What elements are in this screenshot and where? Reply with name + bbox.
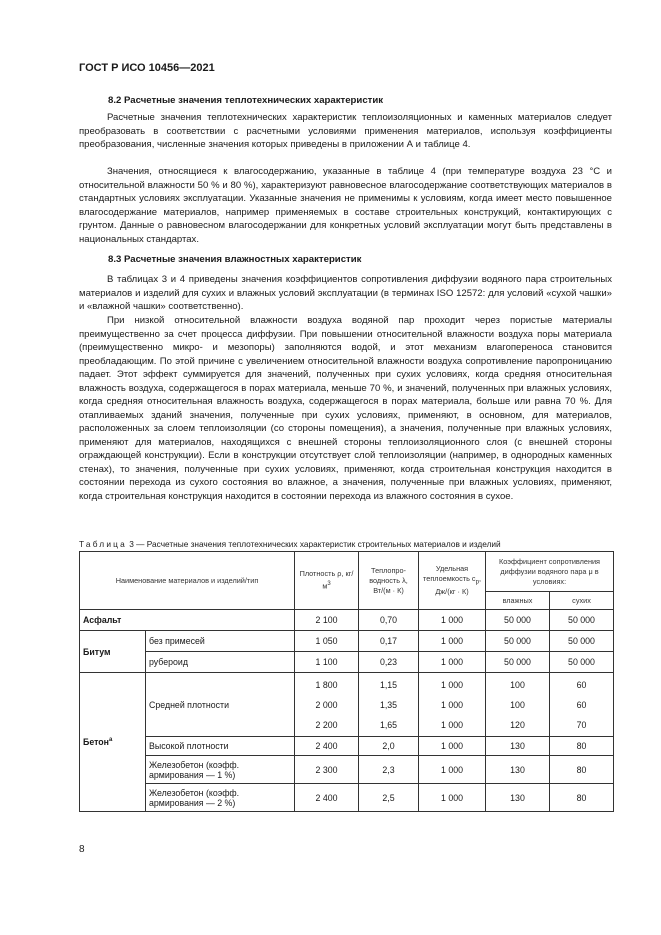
cell-heat: 1 000 [419, 737, 486, 756]
paragraph-8-3-2: При низкой относительной влажности воздуха водяной пар проходит через пористые материалы преимущественно за счет процесса диффузии. При повышении относительной влажности воздуха поры материала (преимущественно микро- и мезопоры) заполняются водой, и этот механизм влагопереноса становится преобладающим. По этой причине с увеличением относительной влажности воздуха сопротивление паропроницанию падает. Этот эффект суммируется для значений, полученных при сухих условиях, когда средняя относительная влажность воздуха, содержащегося в порах материала, меньше 70 %, и значений, полученных при влажных условиях, когда средняя относительная влажность воздуха, содержащегося в порах материала, больше или равна 70 %. Для отапливаемых зданий значения, полученные при сухих условиях, применяют, в основном, для материалов, расположенных за слоем теплоизоляции (со стороны помещения), а значения, полученные при влажных условиях, применяют для материалов, находящихся с внешней стороны теплоизоляционного слоя (с внешней стороны ограждающей конструкции). Если в конструкции отсутствует слой теплоизоляции (например, в однородных каменных стенах), то значения, полученные при сухих условиях, применяют, когда строительная конструкция находится в состоянии перехода из сухого состояния во влажное, а значения, полученные при влажных условиях, применяют, когда строительная конструкция находится в состоянии перехода из влажного состояния в сухое. [79, 315, 612, 502]
cell-heat: 1 000 [419, 756, 486, 784]
cell-conductivity: 0,70 [359, 610, 419, 631]
document-header: ГОСТ Р ИСО 10456—2021 [79, 62, 215, 74]
cell-density: 2 400 [295, 784, 359, 812]
cell-density: 1 100 [295, 652, 359, 673]
paragraph-8-2-2: Значения, относящиеся к влагосодержанию, указанные в таблице 4 (при температуре воздуха 23 °С и относительной влажности 50 % и 80 %), характеризуют равновесное влагосодержание соответствующих материалов в стандартных условиях эксплуатации. Указанные значения не применимы к условиям, когда имеет место повышенное влагосодержание материалов, например применяемых в составе строительных конструкций, контактирующих с грунтом. Данные о равновесном влагосодержании для конкретных условий эксплуатации могут быть представлены в национальных стандартах. [79, 166, 612, 245]
cell-dry: 60 60 70 [550, 673, 614, 737]
header-heat-capacity: Удельная теплоемкость $c_p$, Дж/(кг · К) [419, 552, 486, 610]
header-density: Плотность ρ, $кг/м^3$ [295, 552, 359, 610]
cell-conductivity: 0,23 [359, 652, 419, 673]
cell-dry: 50 000 [550, 631, 614, 652]
cell-conductivity: 2,3 [359, 756, 419, 784]
cell-wet: 130 [486, 756, 550, 784]
table-row [80, 673, 614, 737]
cell-wet: 130 [486, 784, 550, 812]
header-name: Наименование материалов и изделий/тип [80, 552, 295, 610]
table-row [80, 756, 614, 784]
cell-wet: 50 000 [486, 652, 550, 673]
cell-wet: 130 [486, 737, 550, 756]
cell-dry: 50 000 [550, 652, 614, 673]
table-row [80, 784, 614, 812]
cell-conductivity: 0,17 [359, 631, 419, 652]
paragraph-8-3-1: В таблицах 3 и 4 приведены значения коэффициентов сопротивления диффузии водяного пара строительных материалов и изделий для сухих и влажных условий эксплуатации (в терминах ISO 12572: для условий «сухой чашки» и «влажной чашки» соответственно). [79, 274, 612, 312]
header-dry: сухих [550, 592, 614, 610]
table-3 [79, 551, 614, 812]
cell-type: рубероид [146, 652, 295, 673]
cell-dry: 80 [550, 784, 614, 812]
cell-heat: 1 000 [419, 610, 486, 631]
table-row [80, 652, 614, 673]
cell-wet: 50 000 [486, 610, 550, 631]
table-caption [79, 539, 501, 549]
cell-heat: 1 000 1 000 1 000 [419, 673, 486, 737]
cell-conductivity: 1,15 1,35 1,65 [359, 673, 419, 737]
cell-density: 1 800 2 000 2 200 [295, 673, 359, 737]
header-diffusion: Коэффициент сопротивления диффузии водяного пара μ в условиях: [486, 552, 614, 592]
cell-asphalt: Асфальт [80, 610, 295, 631]
section-8-2-title: 8.2 Расчетные значения теплотехнических характеристик [108, 95, 384, 106]
cell-wet: 100 100 120 [486, 673, 550, 737]
cell-heat: 1 000 [419, 784, 486, 812]
cell-type: без примесей [146, 631, 295, 652]
header-wet: влажных [486, 592, 550, 610]
cell-dry: 80 [550, 737, 614, 756]
cell-bitumen: Битум [80, 631, 146, 673]
cell-type: Средней плотности [146, 673, 295, 737]
cell-type: Железобетон (коэфф. армирования — 2 %) [146, 784, 295, 812]
cell-density: 2 100 [295, 610, 359, 631]
cell-density: 2 300 [295, 756, 359, 784]
table-caption-text: 3 — Расчетные значения теплотехнических характеристик строительных материалов и изделий [126, 539, 501, 549]
table-caption-prefix: Таблица [79, 539, 127, 549]
page-number: 8 [79, 844, 85, 855]
cell-conductivity: 2,5 [359, 784, 419, 812]
cell-dry: 80 [550, 756, 614, 784]
table-row [80, 610, 614, 631]
cell-type: Железобетон (коэфф. армирования — 1 %) [146, 756, 295, 784]
cell-concrete: Бетон$^a$ [80, 673, 146, 812]
cell-dry: 50 000 [550, 610, 614, 631]
cell-type: Высокой плотности [146, 737, 295, 756]
paragraph-8-2-1: Расчетные значения теплотехнических характеристик теплоизоляционных и каменных материалов следует преобразовать в соответствии с расчетными условиями применения материалов, используя коэффициенты преобразования, численные значения которых приведены в приложении А и таблице 4. [79, 112, 612, 150]
cell-wet: 50 000 [486, 631, 550, 652]
cell-conductivity: 2,0 [359, 737, 419, 756]
table-row [80, 737, 614, 756]
cell-density: 2 400 [295, 737, 359, 756]
cell-heat: 1 000 [419, 652, 486, 673]
cell-heat: 1 000 [419, 631, 486, 652]
header-conductivity: Теплопро-водность λ, Вт/(м · К) [359, 552, 419, 610]
table-row [80, 631, 614, 652]
cell-density: 1 050 [295, 631, 359, 652]
section-8-3-title: 8.3 Расчетные значения влажностных характеристик [108, 254, 362, 265]
